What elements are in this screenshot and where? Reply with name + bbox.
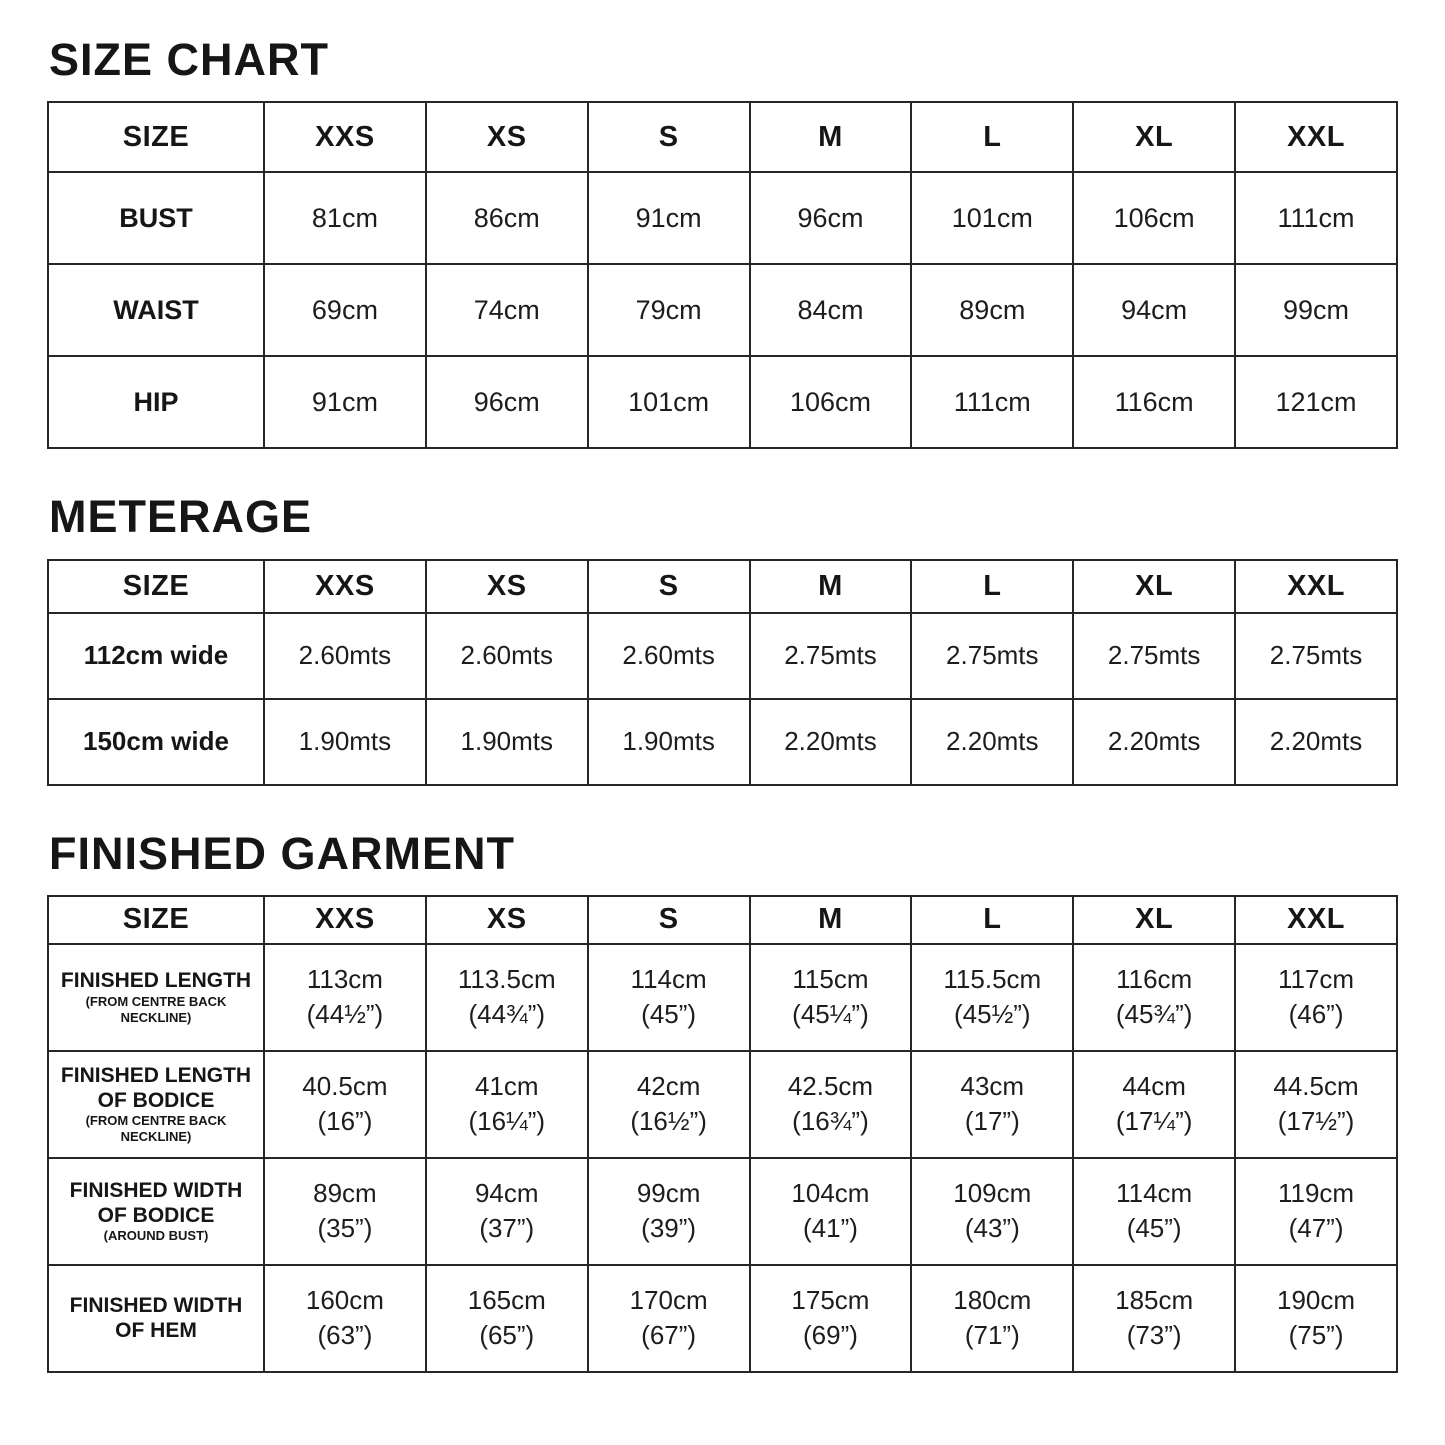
row-sublabel: (FROM CENTRE BACK NECKLINE) bbox=[85, 1113, 227, 1145]
value-line: 170cm bbox=[629, 1285, 708, 1316]
value-line: 160cm bbox=[305, 1285, 384, 1316]
value-line: 185cm bbox=[1115, 1285, 1194, 1316]
column-header-xxl: XXL bbox=[1235, 560, 1397, 613]
value-line: 165cm bbox=[467, 1285, 546, 1316]
value-line: (65”) bbox=[479, 1320, 535, 1351]
value-line: (37”) bbox=[479, 1213, 535, 1244]
value-cell bbox=[588, 1051, 750, 1158]
row-header bbox=[48, 264, 264, 356]
table-row bbox=[48, 1265, 1397, 1372]
row-label: BUST bbox=[119, 202, 193, 233]
row-header bbox=[48, 356, 264, 448]
column-header-xl: XL bbox=[1073, 560, 1235, 613]
value-line: (45”) bbox=[1126, 1213, 1182, 1244]
value-line: 43cm bbox=[960, 1071, 1025, 1102]
value-line: (73”) bbox=[1126, 1320, 1182, 1351]
row-header bbox=[48, 1158, 264, 1265]
row-label: WAIST bbox=[113, 294, 199, 325]
column-header-m: M bbox=[750, 102, 912, 172]
column-header-xxs: XXS bbox=[264, 560, 426, 613]
size-chart-title: SIZE CHART bbox=[49, 34, 329, 85]
column-header-xl: XL bbox=[1073, 102, 1235, 172]
value-line: 119cm bbox=[1277, 1178, 1355, 1209]
value-cell: 89cm bbox=[911, 264, 1073, 356]
value-line: (47”) bbox=[1288, 1213, 1344, 1244]
value-cell: 106cm bbox=[750, 356, 912, 448]
row-label: 150cm wide bbox=[83, 726, 229, 756]
row-header bbox=[48, 613, 264, 699]
table-row bbox=[48, 172, 1397, 264]
value-line: 114cm bbox=[630, 964, 707, 995]
column-header-l: L bbox=[911, 560, 1073, 613]
value-line: (45¾”) bbox=[1115, 999, 1193, 1030]
size-column-header: SIZE bbox=[48, 560, 264, 613]
value-cell: 121cm bbox=[1235, 356, 1397, 448]
value-cell bbox=[1235, 1265, 1397, 1372]
value-cell bbox=[588, 1158, 750, 1265]
value-cell: 94cm bbox=[1073, 264, 1235, 356]
column-header-l: L bbox=[911, 896, 1073, 944]
value-line: 175cm bbox=[791, 1285, 870, 1316]
row-label: FINISHED WIDTH OF HEM bbox=[69, 1294, 243, 1343]
row-header bbox=[48, 1265, 264, 1372]
value-cell: 2.75mts bbox=[1235, 613, 1397, 699]
value-cell: 2.60mts bbox=[588, 613, 750, 699]
value-line: (41”) bbox=[803, 1213, 858, 1244]
value-line: 115cm bbox=[792, 964, 869, 995]
value-cell: 101cm bbox=[588, 356, 750, 448]
value-cell bbox=[264, 1265, 426, 1372]
row-label: FINISHED LENGTH OF BODICE bbox=[60, 1063, 252, 1112]
value-line: (17”) bbox=[964, 1106, 1020, 1137]
value-line: 40.5cm bbox=[302, 1071, 388, 1102]
row-sublabel: (FROM CENTRE BACK NECKLINE) bbox=[85, 993, 227, 1025]
row-header bbox=[48, 699, 264, 785]
row-header bbox=[48, 944, 264, 1051]
value-line: (44½”) bbox=[306, 999, 384, 1030]
column-header-xxs: XXS bbox=[264, 896, 426, 944]
table-row bbox=[48, 264, 1397, 356]
value-cell: 96cm bbox=[426, 356, 588, 448]
table-row bbox=[48, 944, 1397, 1051]
value-cell bbox=[1073, 1158, 1235, 1265]
value-cell: 84cm bbox=[750, 264, 912, 356]
value-cell bbox=[911, 1265, 1073, 1372]
value-cell bbox=[1073, 1051, 1235, 1158]
row-header bbox=[48, 1051, 264, 1158]
value-cell bbox=[750, 1265, 912, 1372]
value-cell: 86cm bbox=[426, 172, 588, 264]
value-line: (75”) bbox=[1288, 1320, 1344, 1351]
value-cell bbox=[911, 1051, 1073, 1158]
row-header bbox=[48, 172, 264, 264]
value-cell bbox=[426, 1265, 588, 1372]
table-row bbox=[48, 356, 1397, 448]
value-line: 44cm bbox=[1122, 1071, 1186, 1102]
value-line: (69”) bbox=[803, 1320, 858, 1351]
column-header-m: M bbox=[750, 560, 912, 613]
section-finished-garment bbox=[47, 827, 1398, 1373]
value-cell bbox=[264, 944, 426, 1051]
header-row bbox=[48, 896, 1397, 944]
row-label: HIP bbox=[133, 386, 179, 417]
column-header-l: L bbox=[911, 102, 1073, 172]
value-line: 99cm bbox=[636, 1178, 701, 1209]
size-column-header: SIZE bbox=[48, 896, 264, 944]
value-line: 114cm bbox=[1116, 1178, 1193, 1209]
column-header-xs: XS bbox=[426, 560, 588, 613]
value-cell: 79cm bbox=[588, 264, 750, 356]
value-line: (67”) bbox=[641, 1320, 697, 1351]
value-line: (46”) bbox=[1288, 999, 1344, 1030]
value-cell: 91cm bbox=[588, 172, 750, 264]
value-line: 116cm bbox=[1116, 964, 1193, 995]
value-cell bbox=[588, 1265, 750, 1372]
value-cell bbox=[1073, 1265, 1235, 1372]
value-line: (63”) bbox=[317, 1320, 373, 1351]
value-line: 113cm bbox=[306, 964, 383, 995]
value-line: 94cm bbox=[474, 1178, 539, 1209]
value-cell: 116cm bbox=[1073, 356, 1235, 448]
value-cell bbox=[750, 944, 912, 1051]
value-cell bbox=[1235, 1158, 1397, 1265]
row-label: 112cm wide bbox=[83, 640, 229, 670]
column-header-s: S bbox=[588, 560, 750, 613]
column-header-xxl: XXL bbox=[1235, 896, 1397, 944]
value-line: 180cm bbox=[953, 1285, 1032, 1316]
value-cell: 111cm bbox=[1235, 172, 1397, 264]
value-cell bbox=[588, 944, 750, 1051]
value-cell bbox=[426, 1051, 588, 1158]
size-column-header: SIZE bbox=[48, 102, 264, 172]
section-size-chart bbox=[47, 36, 1398, 449]
value-line: (17¼”) bbox=[1115, 1106, 1193, 1137]
value-cell: 1.90mts bbox=[264, 699, 426, 785]
value-line: (16½”) bbox=[630, 1106, 707, 1137]
value-cell: 2.60mts bbox=[426, 613, 588, 699]
value-cell bbox=[426, 944, 588, 1051]
value-cell: 2.75mts bbox=[750, 613, 912, 699]
value-line: 89cm bbox=[313, 1178, 377, 1209]
section-meterage bbox=[47, 493, 1398, 785]
table-row bbox=[48, 699, 1397, 785]
value-line: (16¼”) bbox=[468, 1106, 546, 1137]
column-header-m: M bbox=[750, 896, 912, 944]
value-line: 113.5cm bbox=[457, 964, 556, 995]
value-line: (43”) bbox=[964, 1213, 1020, 1244]
value-line: 42cm bbox=[636, 1071, 701, 1102]
value-line: (44¾”) bbox=[468, 999, 546, 1030]
column-header-xl: XL bbox=[1073, 896, 1235, 944]
column-header-xs: XS bbox=[426, 102, 588, 172]
value-line: (45¼”) bbox=[792, 999, 869, 1030]
value-cell bbox=[264, 1051, 426, 1158]
page bbox=[47, 36, 1398, 1373]
value-line: (45”) bbox=[641, 999, 697, 1030]
value-cell bbox=[750, 1051, 912, 1158]
value-cell: 2.20mts bbox=[1073, 699, 1235, 785]
value-cell: 106cm bbox=[1073, 172, 1235, 264]
value-cell bbox=[1235, 1051, 1397, 1158]
row-label: FINISHED WIDTH OF BODICE bbox=[69, 1178, 243, 1228]
column-header-xxl: XXL bbox=[1235, 102, 1397, 172]
value-cell: 99cm bbox=[1235, 264, 1397, 356]
value-line: 115.5cm bbox=[943, 964, 1042, 995]
column-header-xxs: XXS bbox=[264, 102, 426, 172]
value-line: (35”) bbox=[317, 1213, 373, 1244]
value-line: (16”) bbox=[317, 1106, 373, 1137]
finished-garment-table bbox=[47, 895, 1398, 1373]
table-row bbox=[48, 613, 1397, 699]
value-cell bbox=[264, 1158, 426, 1265]
value-cell bbox=[1235, 944, 1397, 1051]
table-row bbox=[48, 1158, 1397, 1265]
value-cell: 2.60mts bbox=[264, 613, 426, 699]
value-cell: 1.90mts bbox=[588, 699, 750, 785]
value-line: 41cm bbox=[474, 1071, 539, 1102]
value-cell: 2.75mts bbox=[911, 613, 1073, 699]
value-cell bbox=[911, 944, 1073, 1051]
value-line: 190cm bbox=[1277, 1285, 1356, 1316]
value-cell: 2.75mts bbox=[1073, 613, 1235, 699]
column-header-s: S bbox=[588, 102, 750, 172]
value-cell bbox=[1073, 944, 1235, 1051]
value-line: 42.5cm bbox=[787, 1071, 874, 1102]
header-row bbox=[48, 102, 1397, 172]
value-line: 109cm bbox=[953, 1178, 1032, 1209]
value-cell: 81cm bbox=[264, 172, 426, 264]
row-sublabel: (AROUND BUST) bbox=[103, 1228, 209, 1244]
value-line: 117cm bbox=[1277, 964, 1355, 995]
value-cell: 91cm bbox=[264, 356, 426, 448]
column-header-xs: XS bbox=[426, 896, 588, 944]
header-row bbox=[48, 560, 1397, 613]
value-line: (45½”) bbox=[954, 999, 1031, 1030]
value-cell: 1.90mts bbox=[426, 699, 588, 785]
value-cell: 111cm bbox=[911, 356, 1073, 448]
value-line: (16¾”) bbox=[792, 1106, 869, 1137]
value-cell: 74cm bbox=[426, 264, 588, 356]
value-line: 104cm bbox=[791, 1178, 870, 1209]
value-cell: 69cm bbox=[264, 264, 426, 356]
size-chart-table bbox=[47, 101, 1398, 449]
meterage-table bbox=[47, 559, 1398, 786]
value-cell: 2.20mts bbox=[911, 699, 1073, 785]
value-line: (71”) bbox=[964, 1320, 1020, 1351]
value-cell: 101cm bbox=[911, 172, 1073, 264]
value-cell: 96cm bbox=[750, 172, 912, 264]
meterage-title: METERAGE bbox=[49, 491, 313, 543]
value-cell: 2.20mts bbox=[1235, 699, 1397, 785]
value-line: (17½”) bbox=[1277, 1106, 1355, 1137]
table-row bbox=[48, 1051, 1397, 1158]
value-cell bbox=[426, 1158, 588, 1265]
column-header-s: S bbox=[588, 896, 750, 944]
value-cell bbox=[911, 1158, 1073, 1265]
row-label: FINISHED LENGTH bbox=[60, 969, 252, 993]
value-line: 44.5cm bbox=[1273, 1071, 1359, 1102]
finished-garment-title: FINISHED GARMENT bbox=[49, 827, 515, 879]
value-cell bbox=[750, 1158, 912, 1265]
value-line: (39”) bbox=[641, 1213, 697, 1244]
value-cell: 2.20mts bbox=[750, 699, 912, 785]
